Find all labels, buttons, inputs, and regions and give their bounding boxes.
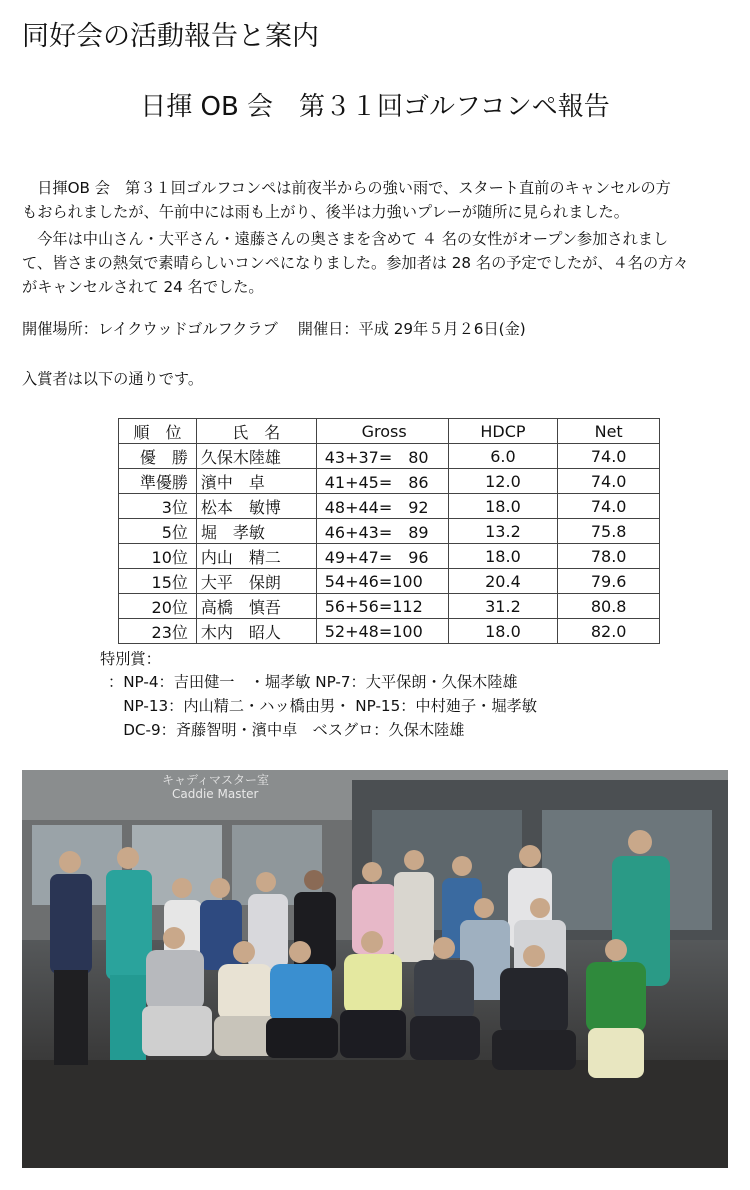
hdcp-cell: 20.4 (448, 569, 558, 594)
net-cell: 74.0 (558, 469, 660, 494)
table-row (119, 569, 660, 594)
gross-cell: 48+44= 92 (316, 494, 448, 519)
table-row (119, 619, 660, 644)
hdcp-cell: 12.0 (448, 469, 558, 494)
paragraph-line: がキャンセルされて 24 名でした。 (22, 278, 264, 296)
gross-cell: 43+37= 80 (316, 444, 448, 469)
name-cell: 大平 保朗 (196, 569, 316, 594)
special-award-line: ：NP-4：吉田健一 ・堀孝敏 NP-7：大平保朗・久保木陸雄 (108, 673, 518, 691)
gross-cell: 56+56=112 (316, 594, 448, 619)
header-rank: 順 位 (119, 419, 197, 444)
header-hdcp: HDCP (448, 419, 558, 444)
name-cell: 堀 孝敏 (196, 519, 316, 544)
section-heading: 同好会の活動報告と案内 (22, 21, 319, 52)
rank-cell: 15位 (119, 569, 197, 594)
paragraph-line: 今年は中山さん・大平さん・遠藤さんの奥さまを含めて ４ 名の女性がオープン参加されまし (22, 230, 669, 248)
table-row (119, 594, 660, 619)
header-name: 氏 名 (196, 419, 316, 444)
special-awards (108, 670, 537, 742)
net-cell: 74.0 (558, 494, 660, 519)
name-cell: 木内 昭人 (196, 619, 316, 644)
group-photo-illustration (22, 770, 728, 1168)
special-award-line: DC-9：斉藤智明・濱中卓 ベスグロ：久保木陸雄 (108, 721, 465, 739)
group-photo (22, 770, 728, 1168)
sign-english: Caddie Master (172, 787, 259, 801)
rank-cell: 優 勝 (119, 444, 197, 469)
rank-cell: 23位 (119, 619, 197, 644)
report-title: 日揮 OB 会 第３１回ゴルフコンペ報告 (140, 92, 610, 122)
table-row (119, 444, 660, 469)
gross-cell: 41+45= 86 (316, 469, 448, 494)
rank-cell: 20位 (119, 594, 197, 619)
table-header-row (119, 419, 660, 444)
table-row (119, 494, 660, 519)
gross-cell: 52+48=100 (316, 619, 448, 644)
name-cell: 高橋 慎吾 (196, 594, 316, 619)
paragraph-line: もおられましたが、午前中には雨も上がり、後半は力強いプレーが随所に見られました。 (22, 203, 629, 221)
gross-cell: 49+47= 96 (316, 544, 448, 569)
venue-date-line: 開催場所：レイクウッドゴルフクラブ 開催日：平成 29年５月２6日(金) (22, 320, 526, 338)
name-cell: 内山 精二 (196, 544, 316, 569)
net-cell: 74.0 (558, 444, 660, 469)
gross-cell: 46+43= 89 (316, 519, 448, 544)
sign-japanese: キャディマスター室 (162, 773, 270, 787)
net-cell: 78.0 (558, 544, 660, 569)
rank-cell: 3位 (119, 494, 197, 519)
paragraph-1 (22, 176, 734, 224)
name-cell: 濱中 卓 (196, 469, 316, 494)
results-table (118, 418, 660, 644)
net-cell: 75.8 (558, 519, 660, 544)
rank-cell: 10位 (119, 544, 197, 569)
rank-cell: 準優勝 (119, 469, 197, 494)
winners-intro: 入賞者は以下の通りです。 (22, 370, 204, 388)
paragraph-2 (22, 227, 734, 299)
net-cell: 82.0 (558, 619, 660, 644)
rank-cell: 5位 (119, 519, 197, 544)
header-gross: Gross (316, 419, 448, 444)
hdcp-cell: 31.2 (448, 594, 558, 619)
hdcp-cell: 18.0 (448, 619, 558, 644)
table-row (119, 519, 660, 544)
paragraph-line: て、皆さまの熱気で素晴らしいコンペになりました。参加者は 28 名の予定でしたが、４名の方々 (22, 254, 689, 272)
hdcp-cell: 6.0 (448, 444, 558, 469)
net-cell: 79.6 (558, 569, 660, 594)
name-cell: 松本 敏博 (196, 494, 316, 519)
gross-cell: 54+46=100 (316, 569, 448, 594)
hdcp-cell: 18.0 (448, 494, 558, 519)
name-cell: 久保木陸雄 (196, 444, 316, 469)
hdcp-cell: 18.0 (448, 544, 558, 569)
special-awards-label: 特別賞： (100, 650, 161, 668)
header-net: Net (558, 419, 660, 444)
paragraph-line: 日揮OB 会 第３１回ゴルフコンペは前夜半からの強い雨で、スタート直前のキャンセルの方 (22, 179, 671, 197)
net-cell: 80.8 (558, 594, 660, 619)
special-award-line: NP-13：内山精二・ハッ橋由男・ NP-15：中村廸子・堀孝敏 (108, 697, 537, 715)
table-row (119, 469, 660, 494)
table-row (119, 544, 660, 569)
hdcp-cell: 13.2 (448, 519, 558, 544)
